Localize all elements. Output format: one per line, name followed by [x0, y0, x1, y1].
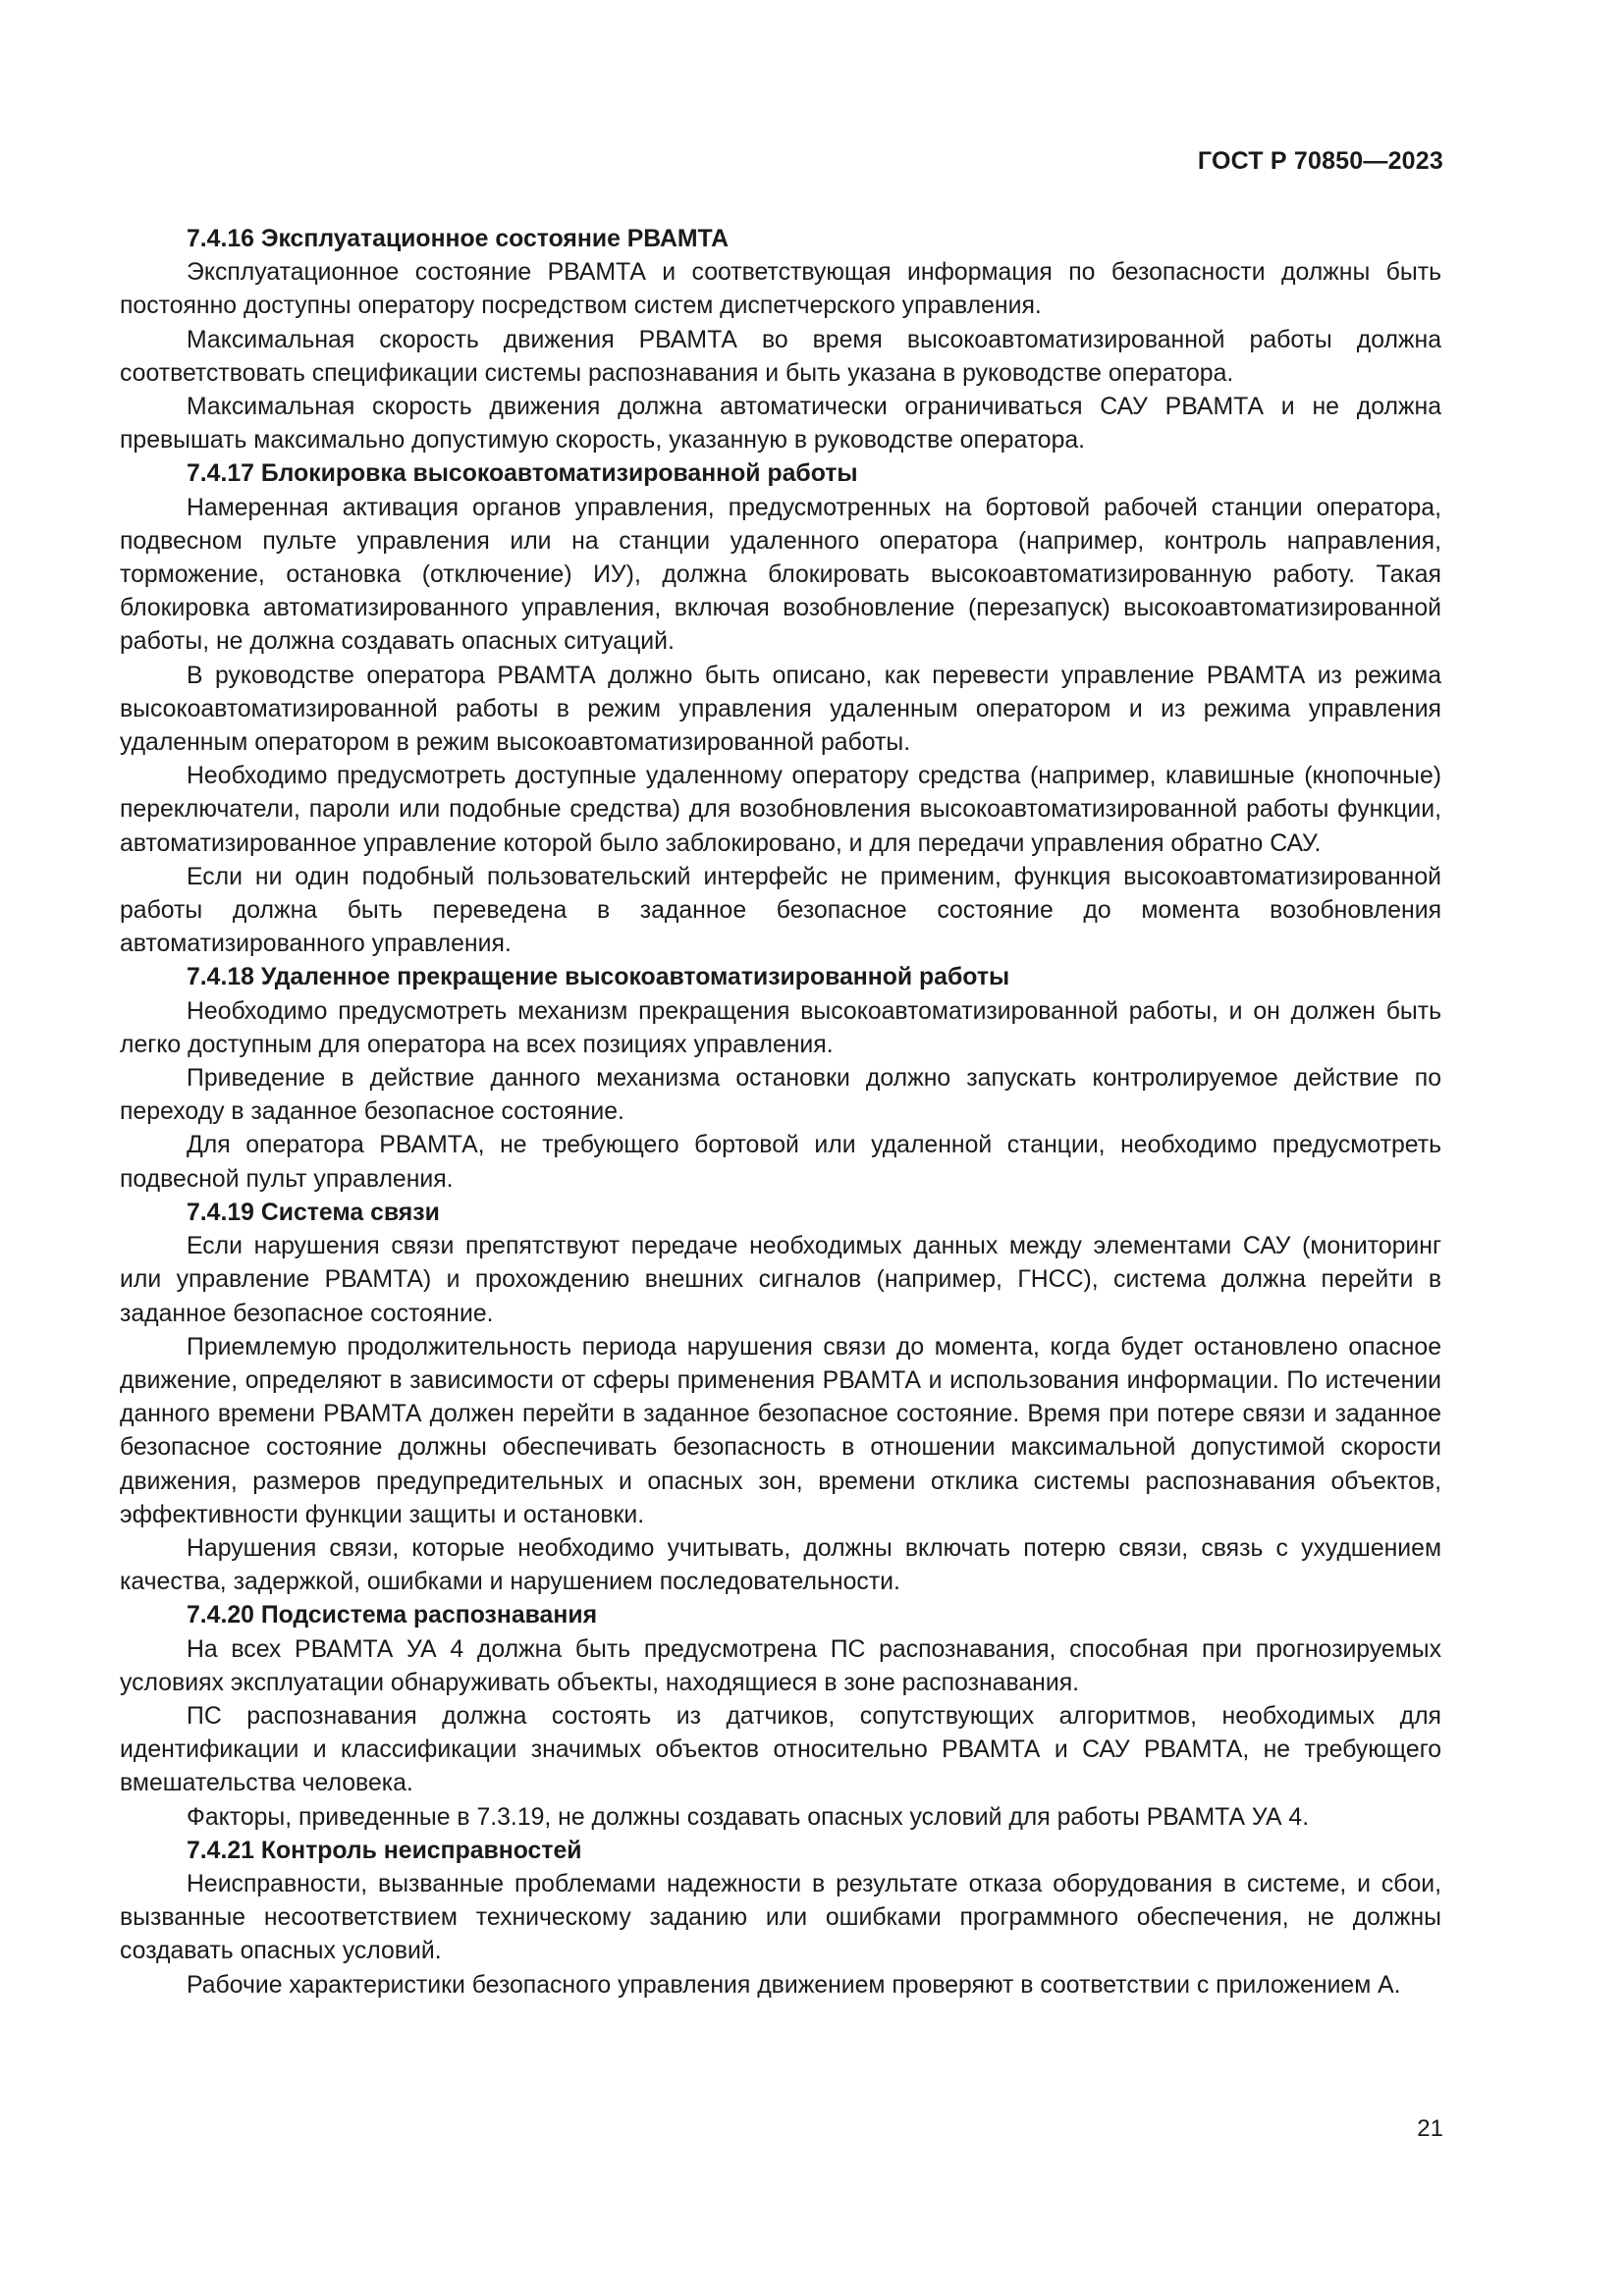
paragraph: Нарушения связи, которые необходимо учитывать, должны включать потерю связи, связь с ухудшением качества, задержкой, ошибками и нарушением последовательности.	[120, 1534, 1441, 1596]
section-7-4-19	[120, 1197, 1441, 1599]
section-7-4-18	[120, 961, 1441, 1196]
standard-designation: ГОСТ Р 70850—2023	[1197, 147, 1443, 175]
paragraph: Максимальная скорость движения РВАМТА во время высокоавтоматизированной работы должна соответствовать спецификации системы распознавания и быть указана в руководстве оператора.	[120, 326, 1441, 387]
paragraph: Для оператора РВАМТА, не требующего бортовой или удаленной станции, необходимо предусмотреть подвесной пульт управления.	[120, 1132, 1441, 1193]
section-heading: 7.4.18 Удаленное прекращение высокоавтоматизированной работы	[187, 964, 1010, 991]
paragraph: Эксплуатационное состояние РВАМТА и соответствующая информация по безопасности должны быть постоянно доступны оператору посредством систем диспетчерского управления.	[120, 259, 1441, 320]
section-heading: 7.4.20 Подсистема распознавания	[187, 1602, 598, 1629]
paragraph: Если ни один подобный пользовательский интерфейс не применим, функция высокоавтоматизированной работы должна быть переведена в заданное безопасное состояние до момента возобновления автоматизированного управления.	[120, 863, 1441, 958]
paragraph: Рабочие характеристики безопасного управления движением проверяют в соответствии с приложением А.	[187, 1971, 1401, 1999]
section-heading: 7.4.17 Блокировка высокоавтоматизированной работы	[187, 460, 858, 488]
paragraph: Необходимо предусмотреть доступные удаленному оператору средства (например, клавишные (кнопочные) переключатели, пароли или подобные средства) для возобновления высокоавтоматизированной работы функции, автоматизированное управление которой было заблокировано, и для передачи управления обратно САУ.	[120, 763, 1441, 857]
paragraph: ПС распознавания должна состоять из датчиков, сопутствующих алгоритмов, необходимых для идентификации и классификации значимых объектов относительно РВАМТА и САУ РВАМТА, не требующего вмешательства человека.	[120, 1702, 1441, 1797]
section-7-4-17	[120, 457, 1441, 961]
section-heading: 7.4.16 Эксплуатационное состояние РВАМТА	[187, 226, 730, 252]
paragraph: Необходимо предусмотреть механизм прекращения высокоавтоматизированной работы, и он должен быть легко доступным для оператора на всех позициях управления.	[120, 997, 1441, 1058]
paragraph: Приведение в действие данного механизма остановки должно запускать контролируемое действие по переходу в заданное безопасное состояние.	[120, 1065, 1441, 1126]
section-7-4-20	[120, 1599, 1441, 1834]
section-7-4-16	[120, 223, 1441, 457]
document-body	[120, 223, 1441, 2002]
paragraph: Намеренная активация органов управления, предусмотренных на бортовой рабочей станции оператора, подвесном пульте управления или на станции удаленного оператора (например, контроль направления, торможение, остановка (отключение) ИУ), должна блокировать высокоавтоматизированную работу. Такая блокировка автоматизированного управления, включая возобновление (перезапуск) высокоавтоматизированной работы, не должна создавать опасных ситуаций.	[120, 494, 1441, 656]
paragraph: Максимальная скорость движения должна автоматически ограничиваться САУ РВАМТА и не должна превышать максимально допустимую скорость, указанную в руководстве оператора.	[120, 394, 1441, 454]
section-heading: 7.4.21 Контроль неисправностей	[187, 1837, 582, 1864]
paragraph: Если нарушения связи препятствуют передаче необходимых данных между элементами САУ (мониторинг или управление РВАМТА) и прохождению внешних сигналов (например, ГНСС), система должна перейти в заданное безопасное состояние.	[120, 1233, 1441, 1327]
section-7-4-21	[120, 1835, 1441, 2002]
paragraph: На всех РВАМТА УА 4 должна быть предусмотрена ПС распознавания, способная при прогнозируемых условиях эксплуатации обнаруживать объекты, находящиеся в зоне распознавания.	[120, 1635, 1441, 1696]
paragraph: В руководстве оператора РВАМТА должно быть описано, как перевести управление РВАМТА из режима высокоавтоматизированной работы в режим управления удаленным оператором и из режима управления удаленным оператором в режим высокоавтоматизированной работы.	[120, 662, 1441, 757]
paragraph: Приемлемую продолжительность периода нарушения связи до момента, когда будет остановлено опасное движение, определяют в зависимости от сферы применения РВАМТА и использования информации. По истечении данного времени РВАМТА должен перейти в заданное безопасное состояние. Время при потере связи и заданное безопасное состояние должны обеспечивать безопасность в отношении максимальной допустимой скорости движения, размеров предупредительных и опасных зон, времени отклика системы распознавания объектов, эффективности функции защиты и остановки.	[120, 1333, 1441, 1528]
page-number: 21	[1417, 2115, 1443, 2142]
paragraph: Факторы, приведенные в 7.3.19, не должны создавать опасных условий для работы РВАМТА УА 4.	[187, 1803, 1310, 1831]
section-heading: 7.4.19 Система связи	[187, 1199, 440, 1226]
paragraph: Неисправности, вызванные проблемами надежности в результате отказа оборудования в системе, и сбои, вызванные несоответствием техническому заданию или ошибками программного обеспечения, не должны создавать опасных условий.	[120, 1870, 1441, 1965]
